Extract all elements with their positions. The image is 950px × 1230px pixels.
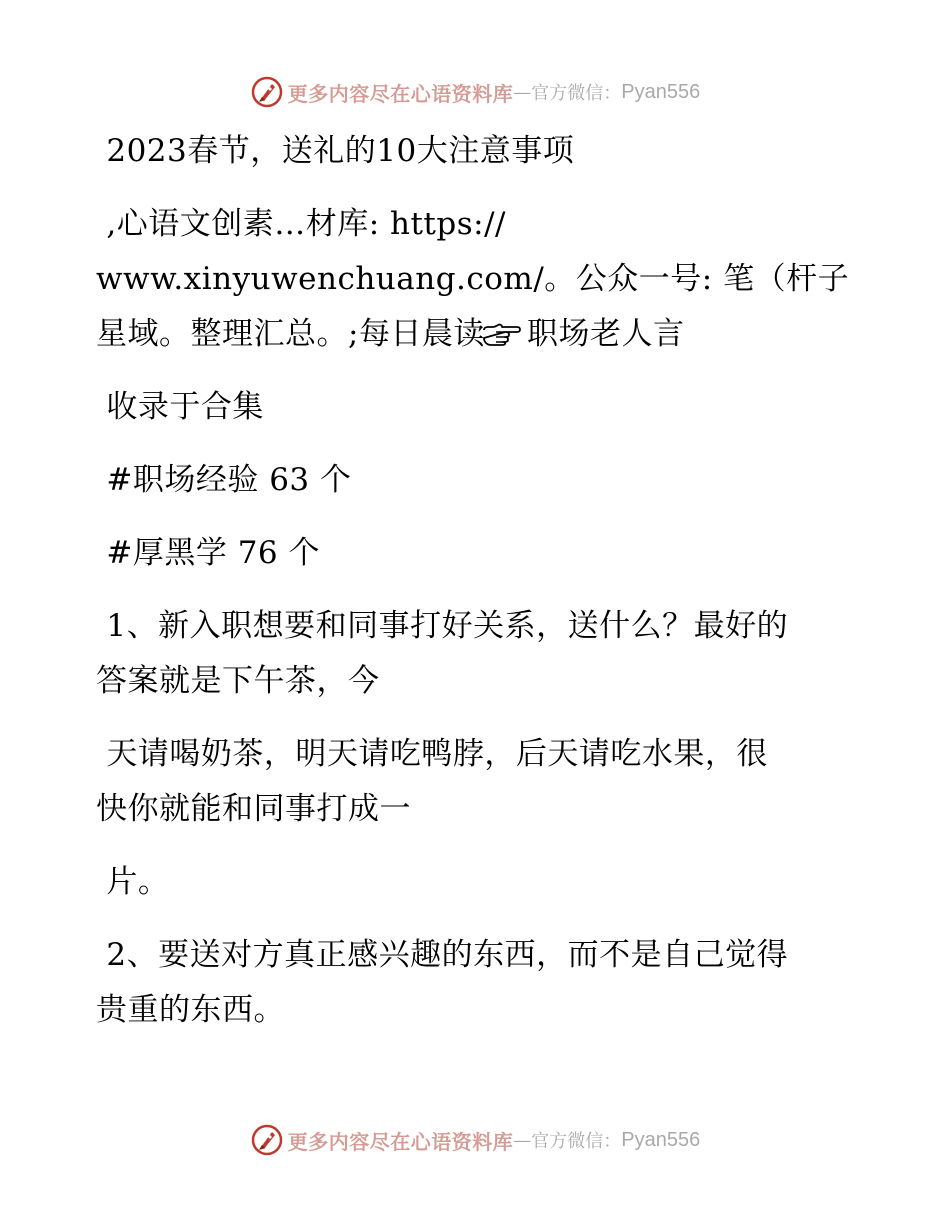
banner-brand-text: 更多内容尽在心语资料库 [287, 81, 514, 106]
banner-separator: — [513, 81, 532, 103]
document-body [96, 124, 856, 1038]
item-2-line-1: 2、要送对方真正感兴趣的东西，而不是自己觉得 [96, 937, 789, 973]
intro-line-3a: 星域。整理汇总。;每日晨读 [96, 316, 485, 352]
tag-workplace-experience: #职场经验 63 个 [96, 462, 352, 498]
item-1-paragraph [96, 599, 856, 709]
item-2-line-2: 贵重的东西。 [96, 992, 285, 1028]
banner-contact-label: 官方微信： [531, 83, 622, 104]
document-title: 2023春节，送礼的10大注意事项 [96, 133, 575, 169]
collection-label: 收录于合集 [96, 389, 264, 425]
footer-banner [0, 1120, 950, 1160]
tag-thick-black-theory: #厚黑学 76 个 [96, 535, 320, 571]
pen-nib-logo-icon [250, 75, 284, 109]
intro-paragraph [96, 197, 856, 362]
pointing-hand-icon [481, 322, 521, 346]
footer-contact-label: 官方微信： [531, 1131, 622, 1152]
footer-contact-id: Pyan556 [621, 1128, 701, 1151]
header-banner [0, 72, 950, 112]
pen-nib-logo-icon [250, 1123, 284, 1157]
item-2-paragraph [96, 928, 856, 1038]
intro-line-1: ,心语文创素…材库: https:// [96, 206, 506, 242]
footer-separator: — [513, 1129, 532, 1151]
item-1-line-2: 答案就是下午茶，今 [96, 663, 380, 699]
item-1-end: 片。 [96, 864, 170, 900]
banner-contact-id: Pyan556 [621, 80, 701, 103]
intro-line-2: www.xinyuwenchuang.com/。公众一号: 笔（杆子 [96, 261, 850, 297]
footer-brand-text: 更多内容尽在心语资料库 [287, 1129, 514, 1154]
item-1-line-3: 天请喝奶茶，明天请吃鸭脖，后天请吃水果，很 [96, 736, 768, 772]
intro-line-3b: 职场老人言 [526, 316, 685, 352]
item-1-continued [96, 727, 856, 837]
item-1-line-4: 快你就能和同事打成一 [96, 791, 411, 827]
item-1-line-1: 1、新入职想要和同事打好关系，送什么？最好的 [96, 608, 789, 644]
